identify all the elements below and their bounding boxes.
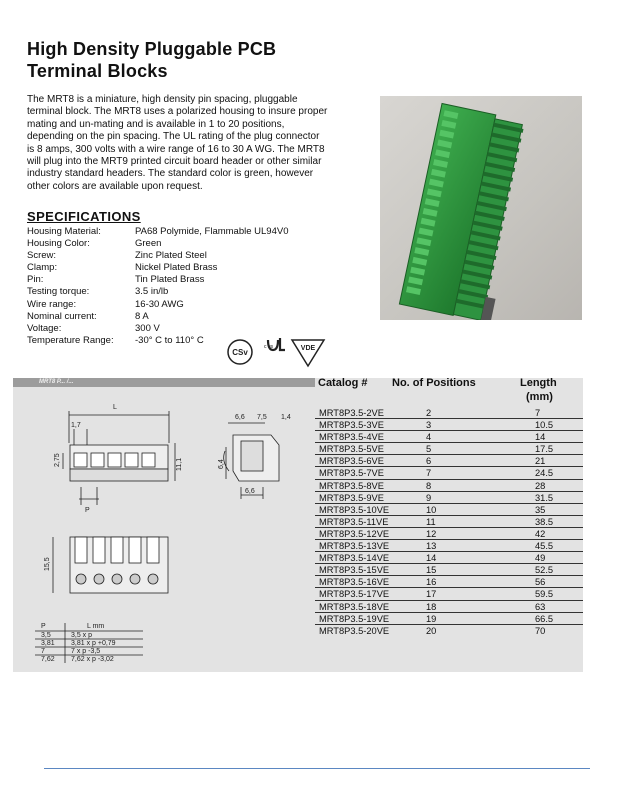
page-title bbox=[27, 38, 276, 82]
length-cell: 49 bbox=[535, 553, 546, 564]
catalog-cell: MRT8P3.5-16VE bbox=[319, 577, 390, 588]
positions-cell: 7 bbox=[426, 468, 432, 479]
intro-line: terminal block. The MRT8 uses a polarized housing to insure proper bbox=[27, 106, 328, 118]
title-line-2: Terminal Blocks bbox=[27, 61, 168, 81]
catalog-cell: MRT8P3.5-2VE bbox=[319, 408, 384, 418]
catalog-cell: MRT8P3.5-8VE bbox=[319, 480, 384, 491]
positions-cell: 20 bbox=[426, 625, 437, 636]
p-table-cell: 7,62 bbox=[41, 656, 55, 663]
positions-cell: 19 bbox=[426, 613, 437, 624]
certification-marks bbox=[224, 330, 328, 370]
ul-logo bbox=[264, 338, 285, 350]
header-length-unit: (mm) bbox=[526, 391, 553, 403]
catalog-table bbox=[315, 407, 583, 637]
dim-l: L bbox=[113, 404, 117, 411]
length-cell: 63 bbox=[535, 601, 546, 612]
table-row bbox=[315, 504, 583, 516]
catalog-cell: MRT8P3.5-10VE bbox=[319, 504, 390, 515]
table-row bbox=[315, 455, 583, 467]
spec-value: Green bbox=[135, 238, 162, 250]
dimension-drawing bbox=[13, 387, 315, 672]
table-row bbox=[315, 625, 583, 637]
table-row bbox=[315, 419, 583, 431]
table-row bbox=[315, 516, 583, 528]
length-cell: 56 bbox=[535, 577, 546, 588]
spec-label: Testing torque: bbox=[27, 286, 90, 298]
positions-cell: 2 bbox=[426, 408, 432, 418]
specifications-list bbox=[27, 226, 288, 347]
vde-logo bbox=[292, 340, 324, 366]
catalog-cell: MRT8P3.5-12VE bbox=[319, 528, 390, 539]
intro-line: will plug into the MRT9 printed circuit board header or other similar bbox=[27, 156, 322, 168]
length-cell: 14 bbox=[535, 432, 546, 443]
positions-cell: 5 bbox=[426, 444, 432, 455]
csa-text: CSv bbox=[232, 348, 248, 357]
table-row bbox=[315, 588, 583, 600]
intro-line: industry standard headers. The standard color is green, however bbox=[27, 168, 314, 180]
table-row bbox=[315, 480, 583, 492]
p-table-cell: 3,5 bbox=[41, 632, 51, 639]
dim-6-4: 6,4 bbox=[218, 459, 225, 469]
csa-logo bbox=[228, 340, 252, 364]
table-row bbox=[315, 552, 583, 564]
spec-label: Clamp: bbox=[27, 262, 58, 274]
spec-label: Voltage: bbox=[27, 322, 62, 334]
spec-label: Housing Color: bbox=[27, 238, 90, 250]
intro-line: is 8 amps, 300 volts with a wire range of 16 to 30 A WG. The MRT8 bbox=[27, 143, 325, 155]
catalog-cell: MRT8P3.5-18VE bbox=[319, 601, 390, 612]
p-table-header-l: L mm bbox=[87, 623, 105, 630]
p-table-header-p: P bbox=[41, 623, 46, 630]
spec-value: Zinc Plated Steel bbox=[135, 250, 207, 262]
spec-row bbox=[27, 286, 288, 298]
spec-value: Nickel Plated Brass bbox=[135, 262, 218, 274]
dim-7-5: 7,5 bbox=[257, 414, 267, 421]
spec-row bbox=[27, 311, 288, 323]
dim-2-75: 2,75 bbox=[54, 453, 61, 467]
length-cell: 66.5 bbox=[535, 613, 554, 624]
header-length: Length bbox=[520, 377, 557, 389]
positions-cell: 8 bbox=[426, 480, 432, 491]
drawing-header: MRT8 P... /... bbox=[39, 379, 74, 385]
dim-1-4: 1,4 bbox=[281, 414, 291, 421]
intro-line: The MRT8 is a miniature, high density pin spacing, pluggable bbox=[27, 94, 298, 105]
intro-line: other colors are available upon request. bbox=[27, 180, 203, 192]
positions-cell: 16 bbox=[426, 577, 437, 588]
catalog-cell: MRT8P3.5-3VE bbox=[319, 420, 384, 431]
table-row bbox=[315, 613, 583, 625]
length-cell: 17.5 bbox=[535, 444, 554, 455]
catalog-cell: MRT8P3.5-5VE bbox=[319, 444, 384, 455]
spec-label: Wire range: bbox=[27, 298, 77, 310]
positions-cell: 4 bbox=[426, 432, 432, 443]
p-table-cell: 7 bbox=[41, 648, 45, 655]
spec-row bbox=[27, 250, 288, 262]
technical-drawing bbox=[13, 378, 315, 672]
spec-row bbox=[27, 238, 288, 250]
catalog-cell: MRT8P3.5-19VE bbox=[319, 613, 390, 624]
terminal-block-image bbox=[380, 96, 582, 320]
spec-row bbox=[27, 274, 288, 286]
catalog-cell: MRT8P3.5-7VE bbox=[319, 468, 384, 479]
table-row bbox=[315, 601, 583, 613]
spec-value: -30° C to 110° C bbox=[135, 334, 204, 346]
spec-label: Pin: bbox=[27, 274, 44, 286]
product-photo bbox=[380, 96, 582, 320]
table-row bbox=[315, 467, 583, 479]
drawing-header-bar bbox=[13, 378, 315, 387]
catalog-cell: MRT8P3.5-9VE bbox=[319, 492, 384, 503]
catalog-cell: MRT8P3.5-11VE bbox=[319, 516, 389, 527]
length-cell: 31.5 bbox=[535, 492, 554, 503]
positions-cell: 9 bbox=[426, 492, 432, 503]
table-row bbox=[315, 576, 583, 588]
positions-cell: 6 bbox=[426, 456, 432, 467]
length-cell: 45.5 bbox=[535, 541, 554, 552]
catalog-cell: MRT8P3.5-20VE bbox=[319, 625, 390, 636]
vde-text: VDE bbox=[300, 345, 316, 352]
table-row bbox=[315, 540, 583, 552]
title-line-1: High Density Pluggable PCB bbox=[27, 39, 277, 59]
catalog-cell: MRT8P3.5-6VE bbox=[319, 456, 384, 467]
length-cell: 24.5 bbox=[535, 468, 554, 479]
table-row bbox=[315, 528, 583, 540]
catalog-cell: MRT8P3.5-17VE bbox=[319, 589, 390, 600]
length-cell: 52.5 bbox=[535, 565, 554, 576]
intro-line: depending on the pin spacing. The UL rating of the plug connector bbox=[27, 131, 320, 143]
intro-line: mating and un-mating and is available in 1 to 20 positions, bbox=[27, 118, 285, 130]
spec-label: Screw: bbox=[27, 250, 57, 262]
specifications-heading: SPECIFICATIONS bbox=[27, 209, 141, 224]
p-table-cell: 3,5 x p bbox=[71, 632, 93, 639]
positions-cell: 18 bbox=[426, 601, 437, 612]
positions-cell: 12 bbox=[426, 528, 437, 539]
catalog-cell: MRT8P3.5-14VE bbox=[319, 553, 390, 564]
intro-paragraph bbox=[27, 94, 367, 193]
length-cell: 35 bbox=[535, 504, 546, 515]
table-row bbox=[315, 431, 583, 443]
p-table-cell: 3,81 x p +0,79 bbox=[71, 640, 116, 647]
spec-label: Nominal current: bbox=[27, 310, 97, 322]
spec-value: 300 V bbox=[135, 322, 160, 334]
spec-row bbox=[27, 262, 288, 274]
length-cell: 59.5 bbox=[535, 589, 554, 600]
positions-cell: 17 bbox=[426, 589, 437, 600]
catalog-cell: MRT8P3.5-13VE bbox=[319, 541, 390, 552]
spec-label: Temperature Range: bbox=[27, 334, 114, 346]
spec-value: Tin Plated Brass bbox=[135, 274, 205, 286]
spec-row bbox=[27, 299, 288, 311]
length-cell: 21 bbox=[535, 456, 546, 467]
length-cell: 7 bbox=[535, 408, 541, 418]
dim-15-5: 15,5 bbox=[44, 557, 51, 571]
length-cell: 42 bbox=[535, 528, 546, 539]
positions-cell: 15 bbox=[426, 565, 437, 576]
dim-1-7: 1,7 bbox=[71, 422, 81, 429]
p-table-cell: 7,62 x p -3,02 bbox=[71, 656, 114, 663]
spec-label: Housing Material: bbox=[27, 226, 101, 237]
dim-6-6-top: 6,6 bbox=[235, 414, 245, 421]
spec-value: 3.5 in/lb bbox=[135, 286, 169, 298]
table-row bbox=[315, 443, 583, 455]
positions-cell: 14 bbox=[426, 553, 437, 564]
spec-value: 8 A bbox=[135, 310, 149, 322]
length-cell: 38.5 bbox=[535, 516, 554, 527]
certification-logos bbox=[224, 330, 328, 370]
length-cell: 70 bbox=[535, 625, 546, 636]
length-cell: 10.5 bbox=[535, 420, 554, 431]
table-row bbox=[315, 407, 583, 419]
table-row bbox=[315, 564, 583, 576]
positions-cell: 3 bbox=[426, 420, 432, 431]
positions-cell: 10 bbox=[426, 504, 437, 515]
dim-11-1: 11,1 bbox=[176, 457, 183, 471]
p-table-cell: 3,81 bbox=[41, 640, 55, 647]
catalog-cell: MRT8P3.5-4VE bbox=[319, 432, 384, 443]
spec-row bbox=[27, 226, 288, 238]
table-row bbox=[315, 492, 583, 504]
positions-cell: 11 bbox=[426, 516, 436, 527]
dim-p: P bbox=[85, 507, 90, 514]
spec-value: 16-30 AWG bbox=[135, 298, 184, 310]
spec-value: PA68 Polymide, Flammable UL94V0 bbox=[135, 226, 289, 237]
ul-text: c us bbox=[264, 344, 274, 350]
dim-6-6-bottom: 6,6 bbox=[245, 488, 255, 495]
positions-cell: 13 bbox=[426, 541, 437, 552]
header-catalog: Catalog # bbox=[318, 377, 368, 389]
p-table-cell: 7 x p -3,5 bbox=[71, 648, 101, 655]
header-positions: No. of Positions bbox=[392, 377, 476, 389]
catalog-cell: MRT8P3.5-15VE bbox=[319, 565, 390, 576]
footer-divider bbox=[44, 768, 590, 769]
length-cell: 28 bbox=[535, 480, 546, 491]
